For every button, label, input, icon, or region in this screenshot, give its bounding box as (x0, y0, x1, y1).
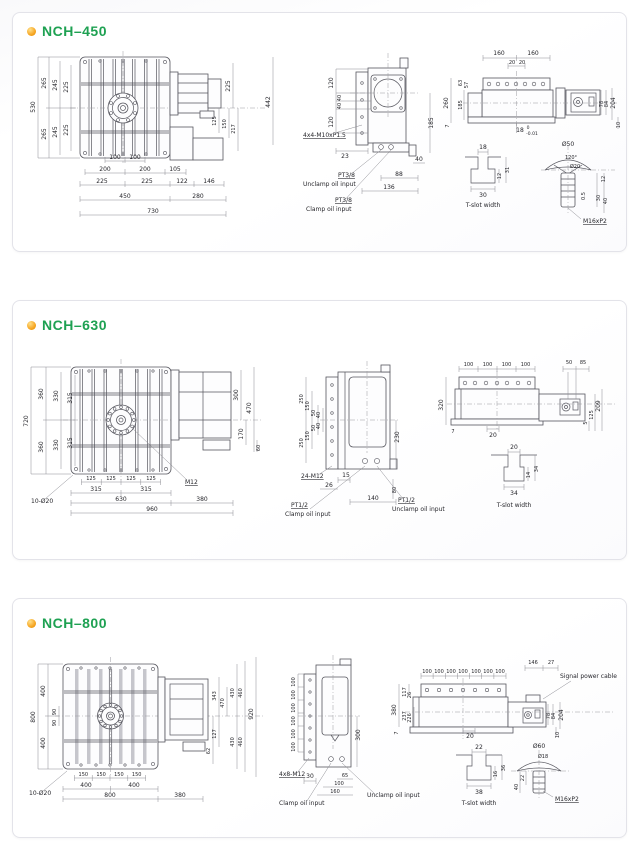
dim-label: 18 (479, 144, 487, 151)
dim-label: 225 (96, 178, 108, 185)
front-view (30, 51, 273, 217)
dim-label: 225 (63, 124, 70, 136)
dim-label: 185 (428, 117, 435, 129)
dim-label: 100 (291, 703, 297, 713)
dim-label: 40 (337, 94, 343, 102)
dim-label: 442 (265, 96, 272, 108)
port-label: PT1/2 (291, 502, 308, 509)
t-slot-detail (456, 744, 507, 807)
dim-label: 315 (90, 486, 102, 493)
dim-label: 400 (80, 782, 92, 789)
port-label: PT3/8 (338, 172, 355, 179)
dim-label: 225 (141, 178, 153, 185)
dim-label: 315 (140, 486, 152, 493)
dim-label: 160 (527, 50, 539, 57)
dim-label: 88 (395, 171, 403, 178)
dim-label: 185 (458, 100, 464, 110)
dim-label: 380 (174, 792, 186, 799)
dim-label: 170 (238, 428, 245, 440)
dim-label: 150 (222, 119, 228, 129)
thread-label: M16xP2 (583, 218, 607, 225)
dim-label: 100 (422, 669, 432, 675)
dim-label: 105 (169, 166, 181, 173)
dim-label: 204 (610, 97, 617, 109)
dim-label: 100 (434, 669, 444, 675)
dim-label: 125 (146, 476, 156, 482)
dim-label: 7 (445, 124, 451, 128)
dim-label: 100 (495, 669, 505, 675)
dim-label: 200 (99, 166, 111, 173)
bullet-icon (27, 619, 36, 628)
dim-label: 100 (291, 677, 297, 687)
dim-label: 15 (342, 472, 350, 479)
dim-label: 100 (520, 362, 531, 368)
dim-label: 20 (489, 432, 497, 439)
dim-label: 50 (311, 424, 317, 432)
dim-label: 40 (337, 102, 343, 110)
dim-label: Ø20 (569, 164, 581, 170)
dim-label: 20 (508, 60, 516, 66)
bolt-detail (541, 141, 615, 225)
dim-label: 122 (176, 178, 188, 185)
top-view (438, 360, 615, 439)
caption: T-slot width (465, 202, 501, 209)
dim-label: 90 (52, 708, 58, 716)
drawing-nch-800 (15, 647, 625, 819)
dim-label: 265 (41, 128, 48, 140)
dim-label: 250 (299, 394, 305, 404)
dim-label: 50 (565, 360, 573, 366)
dim-label: 217 (231, 124, 237, 134)
side-view (279, 655, 420, 807)
dim-label: 65 (341, 773, 349, 779)
dim-label: 100 (446, 669, 456, 675)
dim-label: 230 (394, 431, 401, 443)
dim-label: 12 (497, 172, 503, 180)
hole-label: 10-Ø20 (31, 498, 54, 505)
dim-label: 315 (67, 392, 74, 404)
flange-thread-label: M12 (185, 479, 198, 486)
dim-label: 330 (53, 390, 60, 402)
dim-label: 78 (599, 100, 605, 108)
drawing-nch-630 (15, 347, 625, 533)
top-view (391, 660, 617, 740)
dim-label: 960 (146, 506, 158, 513)
dim-label: 150 (131, 772, 142, 778)
caption: T-slot width (461, 800, 497, 807)
dim-label: 78 (546, 712, 552, 720)
dim-label: 265 (41, 77, 48, 89)
dim-label: 320 (438, 399, 445, 411)
port-label: Unclamp oil input (367, 792, 420, 799)
dim-label: 31 (505, 166, 511, 174)
dim-label: 530 (30, 101, 37, 113)
dim-label: 120 (328, 116, 335, 128)
dim-label: 140 (367, 495, 379, 502)
dim-label: Ø60 (532, 743, 546, 750)
dim-label: 100 (334, 781, 344, 787)
dim-label: 40 (603, 197, 609, 205)
dim-label: 36 (501, 764, 507, 772)
dim-label: 117 (402, 687, 408, 697)
dim-label: 85 (579, 360, 587, 366)
dim-label: Ø50 (561, 141, 575, 148)
dim-label: 60 (256, 444, 262, 452)
dim-label: 20 (518, 60, 526, 66)
dim-label: 80 (392, 486, 398, 494)
dim-label: 250 (299, 438, 305, 448)
dim-label: 237 (402, 711, 408, 721)
dim-label: 380 (196, 496, 208, 503)
dim-label: 120 (328, 77, 335, 89)
dim-label: 150 (305, 401, 311, 411)
dim-label: 300 (233, 389, 240, 401)
tolerance-label: 0 (526, 126, 530, 131)
dim-label: 150 (96, 772, 106, 778)
dim-label: 720 (23, 415, 30, 427)
dim-label: 100 (291, 690, 297, 700)
dim-label: 150 (305, 431, 311, 441)
panel-title-text: NCH–800 (42, 615, 107, 631)
dim-label: 380 (391, 704, 398, 716)
t-slot-detail (491, 444, 540, 509)
dim-label: 125 (126, 476, 136, 482)
dim-label: 470 (246, 402, 253, 414)
dim-label: 100 (483, 669, 493, 675)
panel-title (27, 23, 107, 39)
top-view (443, 50, 622, 137)
dim-label: 0.5 (581, 192, 587, 200)
dim-label: 146 (528, 660, 538, 666)
hole-label: 10-Ø20 (29, 790, 52, 797)
dim-label: 470 (220, 698, 226, 708)
side-view (285, 361, 445, 518)
t-slot-detail (465, 144, 511, 209)
dim-label: 315 (67, 437, 74, 449)
dim-label: 100 (471, 669, 481, 675)
port-label: Unclamp oil input (303, 181, 356, 188)
panel-title (27, 317, 107, 333)
panel-nch-630 (12, 300, 627, 560)
dim-label: 10 (555, 731, 561, 739)
dim-label: 57 (464, 81, 470, 89)
port-label: PT3/8 (335, 197, 352, 204)
panel-nch-450 (12, 12, 627, 252)
dim-label: 209 (595, 400, 602, 412)
bullet-icon (27, 321, 36, 330)
dim-label: 920 (248, 708, 255, 720)
dim-label: 136 (383, 184, 395, 191)
dim-label: 100 (109, 154, 121, 161)
dim-label: 160 (493, 50, 505, 57)
dim-label: 100 (291, 716, 297, 726)
cable-label: Signal power cable (560, 673, 617, 680)
dim-label: 800 (104, 792, 116, 799)
dim-label: 226 (407, 713, 413, 723)
dim-label: 40 (415, 156, 423, 163)
dim-label: 100 (129, 154, 141, 161)
dim-label: 146 (203, 178, 215, 185)
dim-label: 30 (479, 192, 487, 199)
thread-label: M16xP2 (555, 796, 579, 803)
dim-label: 84 (604, 100, 610, 108)
port-label: PT1/2 (398, 497, 415, 504)
dim-label: 23 (341, 153, 349, 160)
dim-label: 300 (355, 729, 362, 741)
dim-label: 460 (238, 737, 244, 747)
dim-label: 63 (458, 79, 464, 87)
thread-label: 4x8-M12 (279, 771, 306, 778)
dim-label: 34 (534, 465, 540, 473)
dim-label: 40 (316, 422, 322, 430)
dim-label: 280 (192, 193, 204, 200)
dim-label: 26 (407, 691, 413, 699)
dim-label: 5 (583, 421, 589, 425)
tolerance-label: -0.01 (526, 132, 538, 137)
dim-label: 30 (306, 773, 314, 780)
dim-label: 84 (551, 712, 557, 720)
dim-label: 200 (139, 166, 151, 173)
dim-label: 125 (106, 476, 116, 482)
dim-label: 100 (291, 742, 297, 752)
dim-label: Ø18 (537, 754, 549, 760)
dim-label: 100 (482, 362, 493, 368)
thread-label: 24-M12 (301, 473, 324, 480)
dim-label: 12 (601, 175, 607, 183)
dim-label: 27 (547, 660, 555, 666)
dim-label: 127 (212, 729, 218, 739)
dim-label: 245 (52, 126, 59, 138)
dim-label: 730 (147, 208, 159, 215)
dim-label: 260 (443, 97, 450, 109)
dim-label: 100 (291, 729, 297, 739)
caption: T-slot width (496, 502, 532, 509)
dim-label: 90 (52, 719, 58, 727)
port-label: Unclamp oil input (392, 506, 445, 513)
dim-label: 22 (520, 774, 526, 782)
dim-label: 630 (115, 496, 127, 503)
port-label: Clamp oil input (285, 511, 331, 518)
dim-label: 430 (230, 737, 236, 747)
bolt-detail (511, 743, 579, 803)
dim-label: 20 (466, 733, 474, 740)
dim-label: 400 (128, 782, 140, 789)
dim-label: 125 (86, 476, 96, 482)
dim-label: 62 (206, 747, 212, 755)
port-label: Clamp oil input (306, 206, 352, 213)
dim-label: 50 (311, 409, 317, 417)
dim-label: 100 (501, 362, 512, 368)
bullet-icon (27, 27, 36, 36)
dim-label: 38 (475, 789, 483, 796)
panel-nch-800 (12, 598, 627, 838)
dim-label: 120° (564, 155, 578, 161)
front-view (29, 657, 263, 802)
dim-label: 360 (38, 441, 45, 453)
dim-label: 26 (325, 482, 333, 489)
dim-label: 125 (212, 116, 218, 126)
drawing-nch-450 (15, 45, 625, 241)
dim-label: 125 (589, 410, 595, 420)
dim-label: 30 (596, 194, 602, 202)
dim-label: 40 (514, 783, 520, 791)
dim-label: 14 (526, 471, 532, 479)
dim-label: 7 (451, 429, 455, 435)
dim-label: 34 (510, 490, 518, 497)
port-label: Clamp oil input (279, 800, 325, 807)
dim-label: 225 (63, 81, 70, 93)
dim-label: 460 (238, 688, 244, 698)
dim-label: 100 (458, 669, 468, 675)
front-view (23, 359, 263, 516)
dim-label: 225 (225, 80, 232, 92)
side-view (303, 53, 435, 213)
dim-label: 150 (114, 772, 124, 778)
dim-label: 16 (493, 770, 499, 778)
dim-label: 450 (119, 193, 131, 200)
dim-label: 160 (330, 789, 340, 795)
dim-label: 330 (53, 439, 60, 451)
dim-label: 7 (394, 731, 400, 735)
panel-title-text: NCH–450 (42, 23, 107, 39)
dim-label: 245 (52, 79, 59, 91)
dim-label: 100 (463, 362, 474, 368)
dim-label: 430 (230, 688, 236, 698)
dim-label: 22 (475, 744, 483, 751)
dim-label: 400 (40, 685, 47, 697)
dim-label: 10 (616, 121, 622, 129)
panel-title-text: NCH–630 (42, 317, 107, 333)
dim-label: 20 (510, 444, 518, 451)
thread-label: 4x4-M10xP1.5 (303, 132, 346, 139)
dim-label: 343 (212, 691, 218, 701)
dim-label: 40 (316, 411, 322, 419)
panel-title (27, 615, 107, 631)
dim-label: 360 (38, 388, 45, 400)
dim-label: 800 (30, 711, 37, 723)
dim-label: 150 (78, 772, 89, 778)
dim-label: 204 (558, 709, 565, 721)
dim-label: 18 (516, 127, 524, 134)
dim-label: 400 (40, 737, 47, 749)
